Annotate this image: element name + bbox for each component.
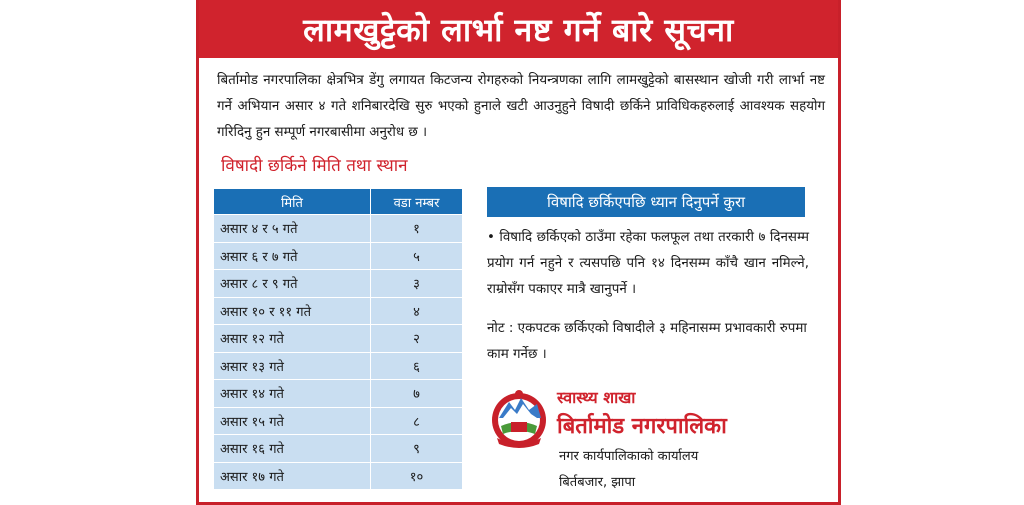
tip-note: नोट : एकपटक छर्किएको विषादीले ३ महिनासम्म प्रभावकारी रुपमा काम गर्नेछ । <box>487 321 807 362</box>
date-cell: असार १२ गते <box>214 325 371 353</box>
notice-poster <box>196 0 841 505</box>
table-row <box>214 407 463 435</box>
date-cell: असार ६ र ७ गते <box>214 242 371 270</box>
ward-cell: ९ <box>371 435 463 463</box>
date-cell: असार १३ गते <box>214 352 371 380</box>
ward-cell: ७ <box>371 380 463 408</box>
date-cell: असार ८ र ९ गते <box>214 270 371 298</box>
ward-cell: ८ <box>371 407 463 435</box>
schedule-table <box>213 188 463 490</box>
office-name: नगर कार्यपालिकाको कार्यालय <box>559 449 699 464</box>
table-row <box>214 462 463 490</box>
tip-bullet: • विषादि छर्किएको ठाउँमा रहेका फलफूल तथा तरकारी ७ दिनसम्म प्रयोग गर्न नहुने र त्यसपछि पनि १४ दिनसम्म काँचै खान नमिल्ने, राम्रोसँग पकाएर मात्रै खानुपर्ने । <box>487 230 809 297</box>
intro-paragraph: बिर्तामोड नगरपालिका क्षेत्रभित्र डेंगु लगायत किटजन्य रोगहरुको नियन्त्रणका लागि लामखुट्टेको बासस्थान खोजी गरी लार्भा नष्ट गर्ने अभियान असार ४ गते शनिबारदेखि सुरु भएको हुनाले खटी आउनुहुने विषादी छर्किने प्राविधिकहरुलाई आवश्यक सहयोग गरिदिनु हुन सम्पूर्ण नगरबासीमा अनुरोध छ । <box>217 73 825 140</box>
ward-cell: ३ <box>371 270 463 298</box>
table-row <box>214 215 463 243</box>
tips-heading: विषादि छर्किएपछि ध्यान दिनुपर्ने कुरा <box>487 187 805 217</box>
table-row <box>214 380 463 408</box>
nepal-government-emblem-icon <box>489 388 549 450</box>
ward-cell: १ <box>371 215 463 243</box>
table-row <box>214 297 463 325</box>
schedule-header-row <box>214 189 463 215</box>
column-header-date: मिति <box>214 189 371 215</box>
ward-cell: ६ <box>371 352 463 380</box>
date-cell: असार १६ गते <box>214 435 371 463</box>
date-cell: असार १० र ११ गते <box>214 297 371 325</box>
organization-name: बिर्तामोड नगरपालिका <box>557 414 727 439</box>
date-cell: असार १४ गते <box>214 380 371 408</box>
date-cell: असार ४ र ५ गते <box>214 215 371 243</box>
table-row <box>214 352 463 380</box>
office-address: बिर्तबजार, झापा <box>559 475 636 490</box>
ward-cell: २ <box>371 325 463 353</box>
column-header-ward: वडा नम्बर <box>371 189 463 215</box>
date-cell: असार १७ गते <box>214 462 371 490</box>
table-row <box>214 242 463 270</box>
date-cell: असार १५ गते <box>214 407 371 435</box>
ward-cell: १० <box>371 462 463 490</box>
ward-cell: ४ <box>371 297 463 325</box>
table-row <box>214 270 463 298</box>
table-row <box>214 435 463 463</box>
notice-title: लामखुट्टेको लार्भा नष्ट गर्ने बारे सूचना <box>199 0 838 58</box>
table-row <box>214 325 463 353</box>
ward-cell: ५ <box>371 242 463 270</box>
branch-name: स्वास्थ्य शाखा <box>557 388 636 407</box>
schedule-heading: विषादी छर्किने मिति तथा स्थान <box>221 156 408 176</box>
